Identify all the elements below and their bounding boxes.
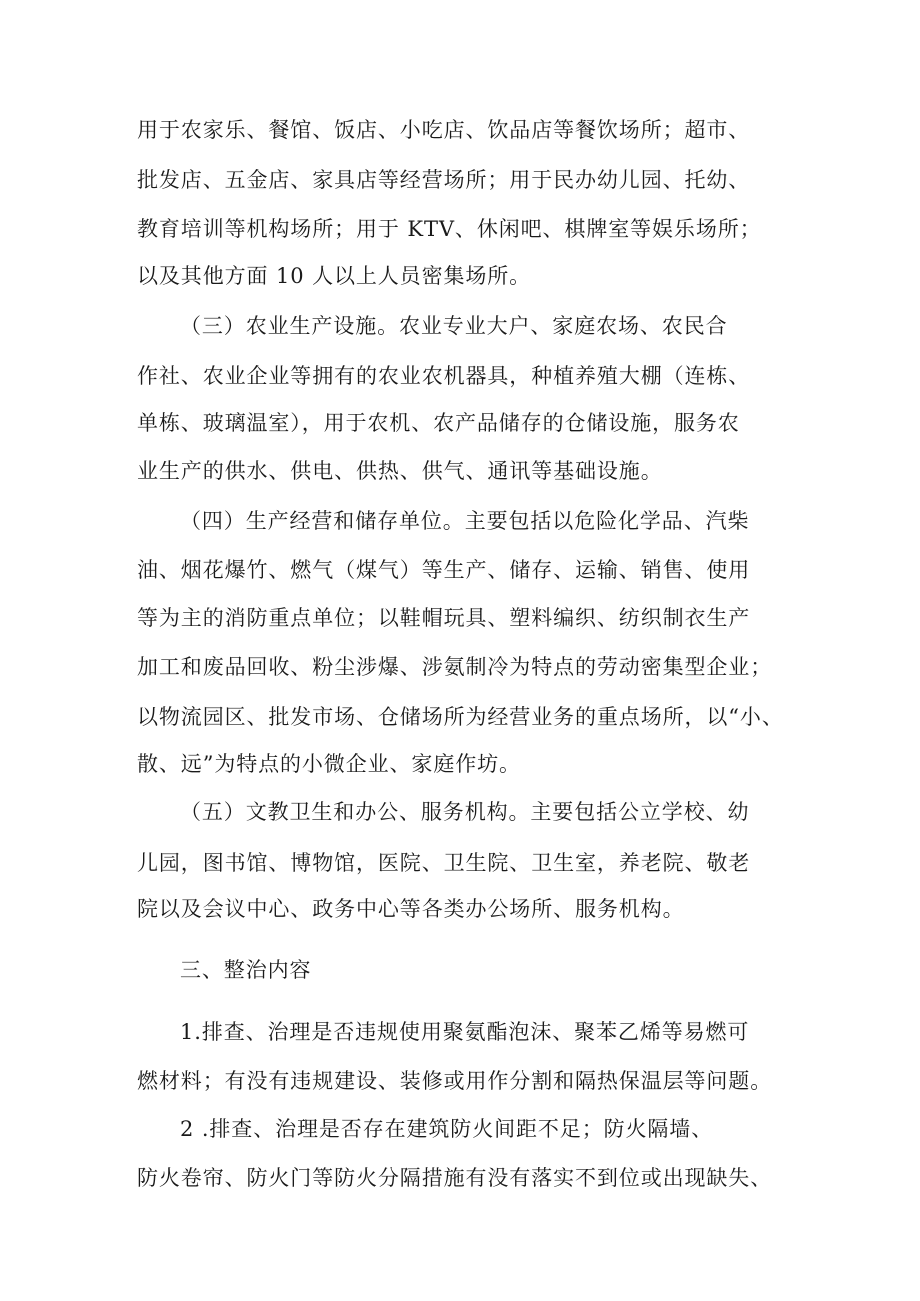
chapter-heading: 三、整治内容 [180,958,312,982]
text-line: 等为主的消防重点单位；以鞋帽玩具、塑料编织、纺织制衣生产 [137,606,751,630]
text-line: 单栋、玻璃温室），用于农机、农产品储存的仓储设施，服务农 [137,411,740,435]
text-line: 儿园，图书馆、博物馆，医院、卫生院、卫生室，养老院、敬老 [137,851,751,875]
text-line: 用于农家乐、餐馆、饭店、小吃店、饮品店等餐饮场所；超市、 [137,118,751,142]
text-line: 批发店、五金店、家具店等经营场所；用于民办幼儿园、托幼、 [137,168,751,192]
list-item-2: 2 .排查、治理是否存在建筑防火间距不足；防火隔墙、 [180,1117,714,1141]
text-line: 业生产的供水、供电、供热、供气、通讯等基础设施。 [137,459,663,483]
text-line: 以及其他方面 10 人以上人员密集场所。 [137,264,532,288]
text-line: 防火卷帘、防火门等防火分隔措施有没有落实不到位或出现缺失、 [137,1166,773,1190]
text-line: 作社、农业企业等拥有的农业农机器具，种植养殖大棚（连栋、 [137,364,751,388]
section-heading-3: （三）农业生产设施。农业专业大户、家庭农场、农民合 [180,314,728,338]
section-heading-4: （四）生产经营和储存单位。主要包括以危险化学品、汽柴 [180,509,750,533]
text-line: 燃材料；有没有违规建设、装修或用作分割和隔热保温层等问题。 [137,1069,773,1093]
text-line: 以物流园区、批发市场、仓储场所为经营业务的重点场所，以“小、 [137,705,784,729]
text-line: 散、远”为特点的小微企业、家庭作坊。 [137,752,521,776]
text-line: 加工和废品回收、粉尘涉爆、涉氨制冷为特点的劳动密集型企业； [137,655,773,679]
text-line: 院以及会议中心、政务中心等各类办公场所、服务机构。 [137,897,685,921]
list-item-1: 1.排查、治理是否违规使用聚氨酯泡沫、聚苯乙烯等易燃可 [180,1020,750,1044]
section-heading-5: （五）文教卫生和办公、服务机构。主要包括公立学校、幼 [180,800,750,824]
text-line: 教育培训等机构场所；用于 KTV、休闲吧、棋牌室等娱乐场所； [137,217,762,241]
text-line: 油、烟花爆竹、燃气（煤气）等生产、储存、运输、销售、使用 [137,558,751,582]
